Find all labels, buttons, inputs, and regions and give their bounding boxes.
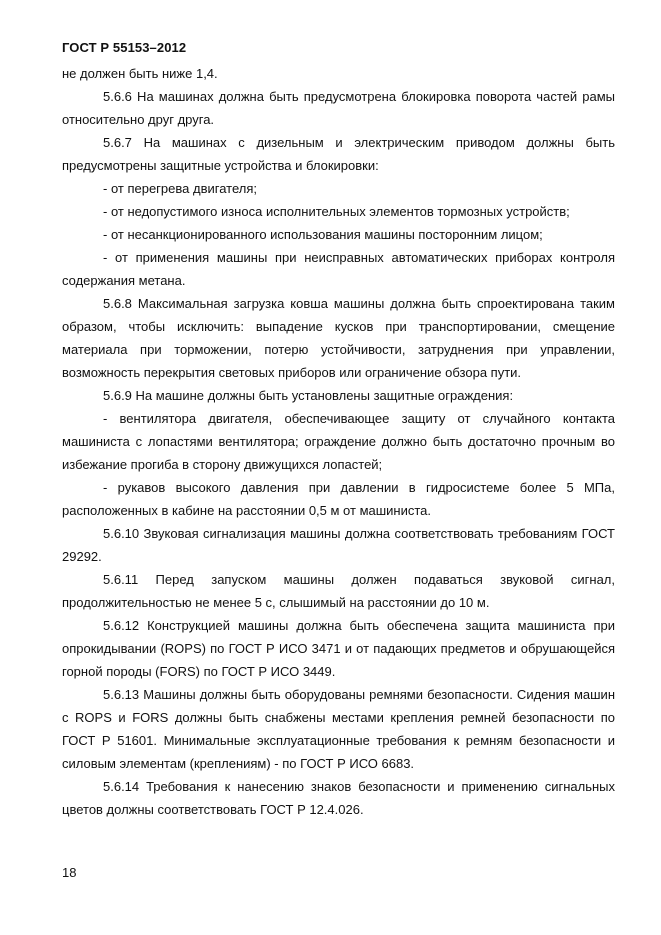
body-text [62,62,615,821]
clause-5-6-6: 5.6.6 На машинах должна быть предусмотрена блокировка поворота частей рамы относительно друг друга. [62,89,615,127]
clause-5-6-11: 5.6.11 Перед запуском машины должен подаваться звуковой сигнал, продолжительностью не менее 5 с, слышимый на расстоянии до 10 м. [62,572,615,610]
list-item: - от перегрева двигателя; [103,181,257,196]
clause-5-6-9: 5.6.9 На машине должны быть установлены защитные ограждения: [103,388,514,403]
list-item: - вентилятора двигателя, обеспечивающее защиту от случайного контакта машиниста с лопастями вентилятора; ограждение должно быть достаточно прочным во избежание прогиба в сторону движущихся лопастей; [62,411,615,472]
clause-5-6-8: 5.6.8 Максимальная загрузка ковша машины должна быть спроектирована таким образом, чтобы исключить: выпадение кусков при транспортировании, смещение материала при торможении, потерю устойчивости, затруднения при управлении, возможность перекрытия световых приборов или ограничение обзора пути. [62,296,615,380]
clause-5-6-13: 5.6.13 Машины должны быть оборудованы ремнями безопасности. Сидения машин с ROPS и FORS должны быть снабжены местами крепления ремней безопасности по ГОСТ Р 51601. Минимальные эксплуатационные требования к ремням безопасности и силовым элементам (креплениям) - по ГОСТ Р ИСО 6683. [62,687,615,771]
list-item: - рукавов высокого давления при давлении в гидросистеме более 5 МПа, расположенных в кабине на расстоянии 0,5 м от машиниста. [62,480,615,518]
clause-5-6-7: 5.6.7 На машинах с дизельным и электрическим приводом должны быть предусмотрены защитные устройства и блокировки: [62,135,615,173]
clause-5-6-12: 5.6.12 Конструкцией машины должна быть обеспечена защита машиниста при опрокидывании (ROPS) по ГОСТ Р ИСО 3471 и от падающих предметов и обрушающейся горной породы (FORS) по ГОСТ Р ИСО 3449. [62,618,615,679]
clause-5-6-10: 5.6.10 Звуковая сигнализация машины должна соответствовать требованиям ГОСТ 29292. [62,526,615,564]
list-item: - от несанкционированного использования машины посторонним лицом; [103,227,543,242]
list-item: - от недопустимого износа исполнительных элементов тормозных устройств; [103,204,570,219]
list-item: - от применения машины при неисправных автоматических приборах контроля содержания метана. [62,250,615,288]
paragraph-continuation: не должен быть ниже 1,4. [62,66,218,81]
page-number: 18 [62,865,77,880]
clause-5-6-14: 5.6.14 Требования к нанесению знаков безопасности и применению сигнальных цветов должны соответствовать ГОСТ Р 12.4.026. [62,779,615,817]
standard-header: ГОСТ Р 55153–2012 [62,40,187,55]
